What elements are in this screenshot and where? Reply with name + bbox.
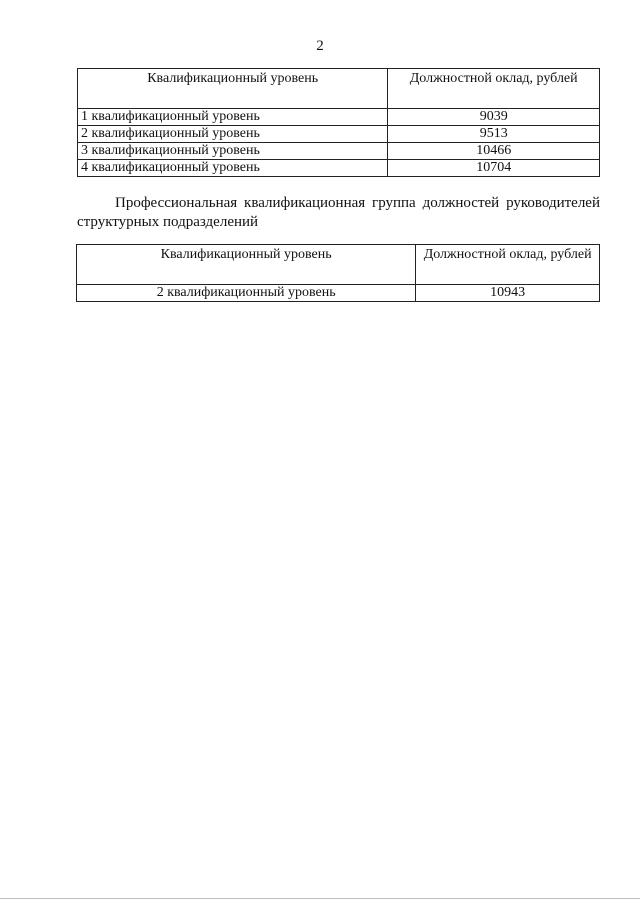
row-level: 1 квалификационный уровень bbox=[78, 109, 388, 126]
header-salary: Должностной оклад, рублей bbox=[388, 69, 600, 109]
salary-table-1 bbox=[77, 68, 600, 177]
row-salary: 10466 bbox=[388, 143, 600, 160]
row-salary: 10704 bbox=[388, 160, 600, 177]
table-header-row bbox=[77, 245, 600, 285]
table-row bbox=[78, 143, 600, 160]
row-salary: 9039 bbox=[388, 109, 600, 126]
row-level: 2 квалификационный уровень bbox=[77, 285, 416, 302]
header-salary: Должностной оклад, рублей bbox=[416, 245, 600, 285]
row-level: 2 квалификационный уровень bbox=[78, 126, 388, 143]
salary-table-2 bbox=[76, 244, 600, 302]
header-qualification-level: Квалификационный уровень bbox=[78, 69, 388, 109]
row-level: 3 квалификационный уровень bbox=[78, 143, 388, 160]
table-row bbox=[78, 126, 600, 143]
page-bottom-edge bbox=[0, 898, 640, 899]
row-salary: 9513 bbox=[388, 126, 600, 143]
page-number: 2 bbox=[316, 38, 324, 54]
group-heading: Профессиональная квалификационная группа должностей руководителей структурных подразделений bbox=[77, 195, 600, 230]
table-row bbox=[78, 109, 600, 126]
row-salary: 10943 bbox=[416, 285, 600, 302]
table-row bbox=[78, 160, 600, 177]
row-level: 4 квалификационный уровень bbox=[78, 160, 388, 177]
table-row bbox=[77, 285, 600, 302]
header-qualification-level: Квалификационный уровень bbox=[77, 245, 416, 285]
table-header-row bbox=[78, 69, 600, 109]
